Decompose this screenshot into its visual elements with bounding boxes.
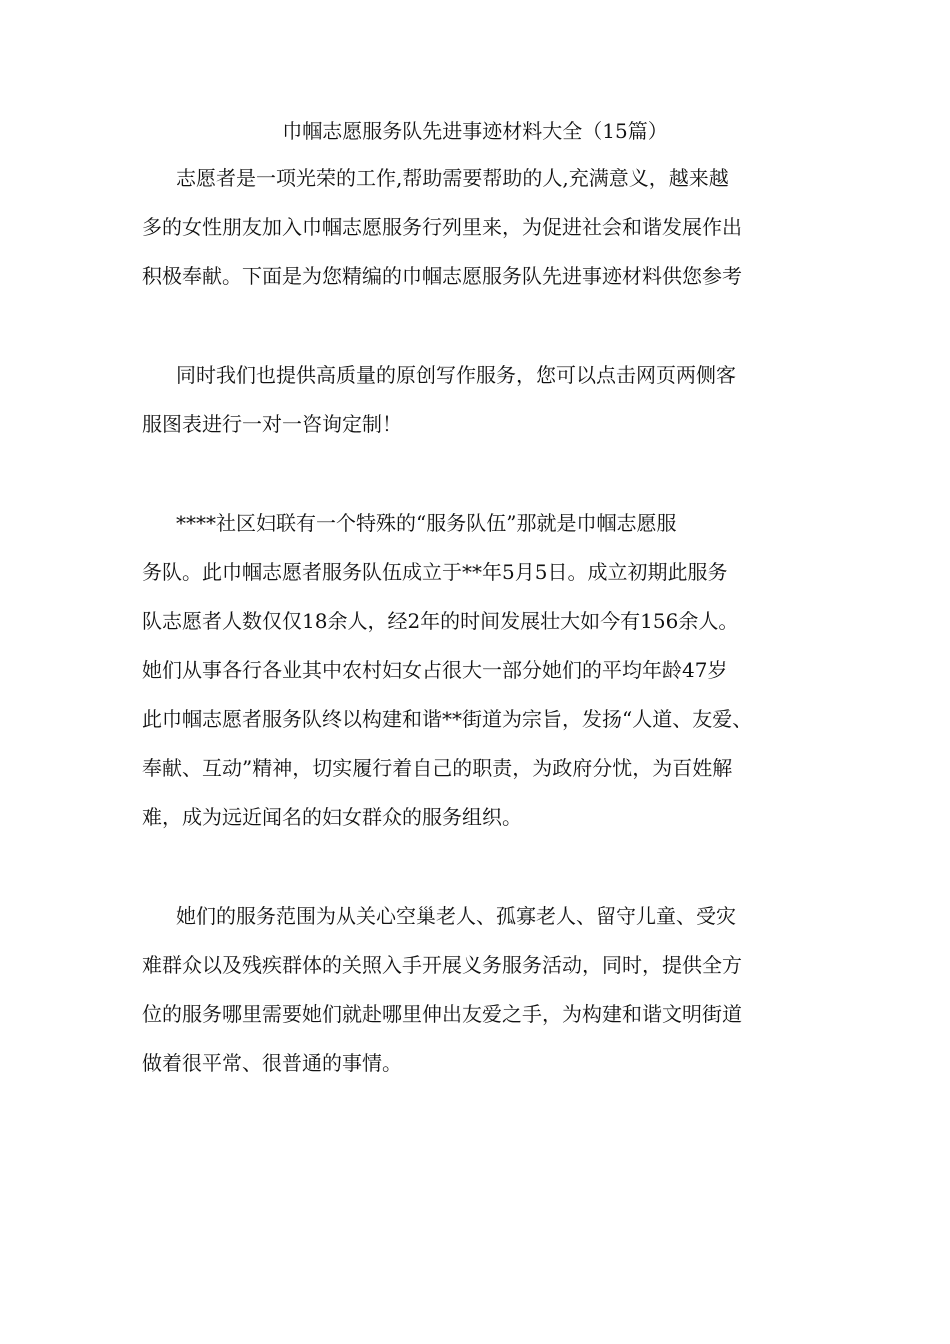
paragraph-3-line-7: 难，成为远近闻名的妇女群众的服务组织。 [142, 805, 522, 829]
paragraph-3-line-6: 奉献、互动”精神，切实履行着自己的职责，为政府分忧，为百姓解 [142, 756, 733, 780]
paragraph-1-line-1: 志愿者是一项光荣的工作,帮助需要帮助的人,充满意义，越来越 [176, 166, 729, 190]
paragraph-3-line-3: 队志愿者人数仅仅18余人，经2年的时间发展壮大如今有156余人。 [142, 609, 739, 633]
paragraph-2-line-1: 同时我们也提供高质量的原创写作服务，您可以点击网页两侧客 [176, 363, 736, 387]
paragraph-3-line-1: ****社区妇联有一个特殊的“服务队伍”那就是巾帼志愿服 [176, 511, 677, 535]
paragraph-3-line-4: 她们从事各行各业其中农村妇女占很大一部分她们的平均年龄47岁 [142, 658, 728, 682]
paragraph-4-line-1: 她们的服务范围为从关心空巢老人、孤寡老人、留守儿童、受灾 [176, 904, 736, 928]
paragraph-1-line-3: 积极奉献。下面是为您精编的巾帼志愿服务队先进事迹材料供您参考 [142, 264, 742, 288]
paragraph-1-line-2: 多的女性朋友加入巾帼志愿服务行列里来，为促进社会和谐发展作出 [142, 215, 742, 239]
paragraph-4-line-2: 难群众以及残疾群体的关照入手开展义务服务活动，同时，提供全方 [142, 953, 742, 977]
paragraph-4-line-3: 位的服务哪里需要她们就赴哪里伸出友爱之手，为构建和谐文明街道 [142, 1002, 742, 1026]
paragraph-4-line-4: 做着很平常、很普通的事情。 [142, 1051, 402, 1075]
paragraph-2-line-2: 服图表进行一对一咨询定制！ [142, 412, 402, 436]
paragraph-3-line-2: 务队。此巾帼志愿者服务队伍成立于**年5月5日。成立初期此服务 [142, 560, 728, 584]
paragraph-3-line-5: 此巾帼志愿者服务队终以构建和谐**街道为宗旨，发扬“人道、友爱、 [142, 707, 753, 731]
document-title: 巾帼志愿服务队先进事迹材料大全（15篇） [282, 119, 668, 143]
